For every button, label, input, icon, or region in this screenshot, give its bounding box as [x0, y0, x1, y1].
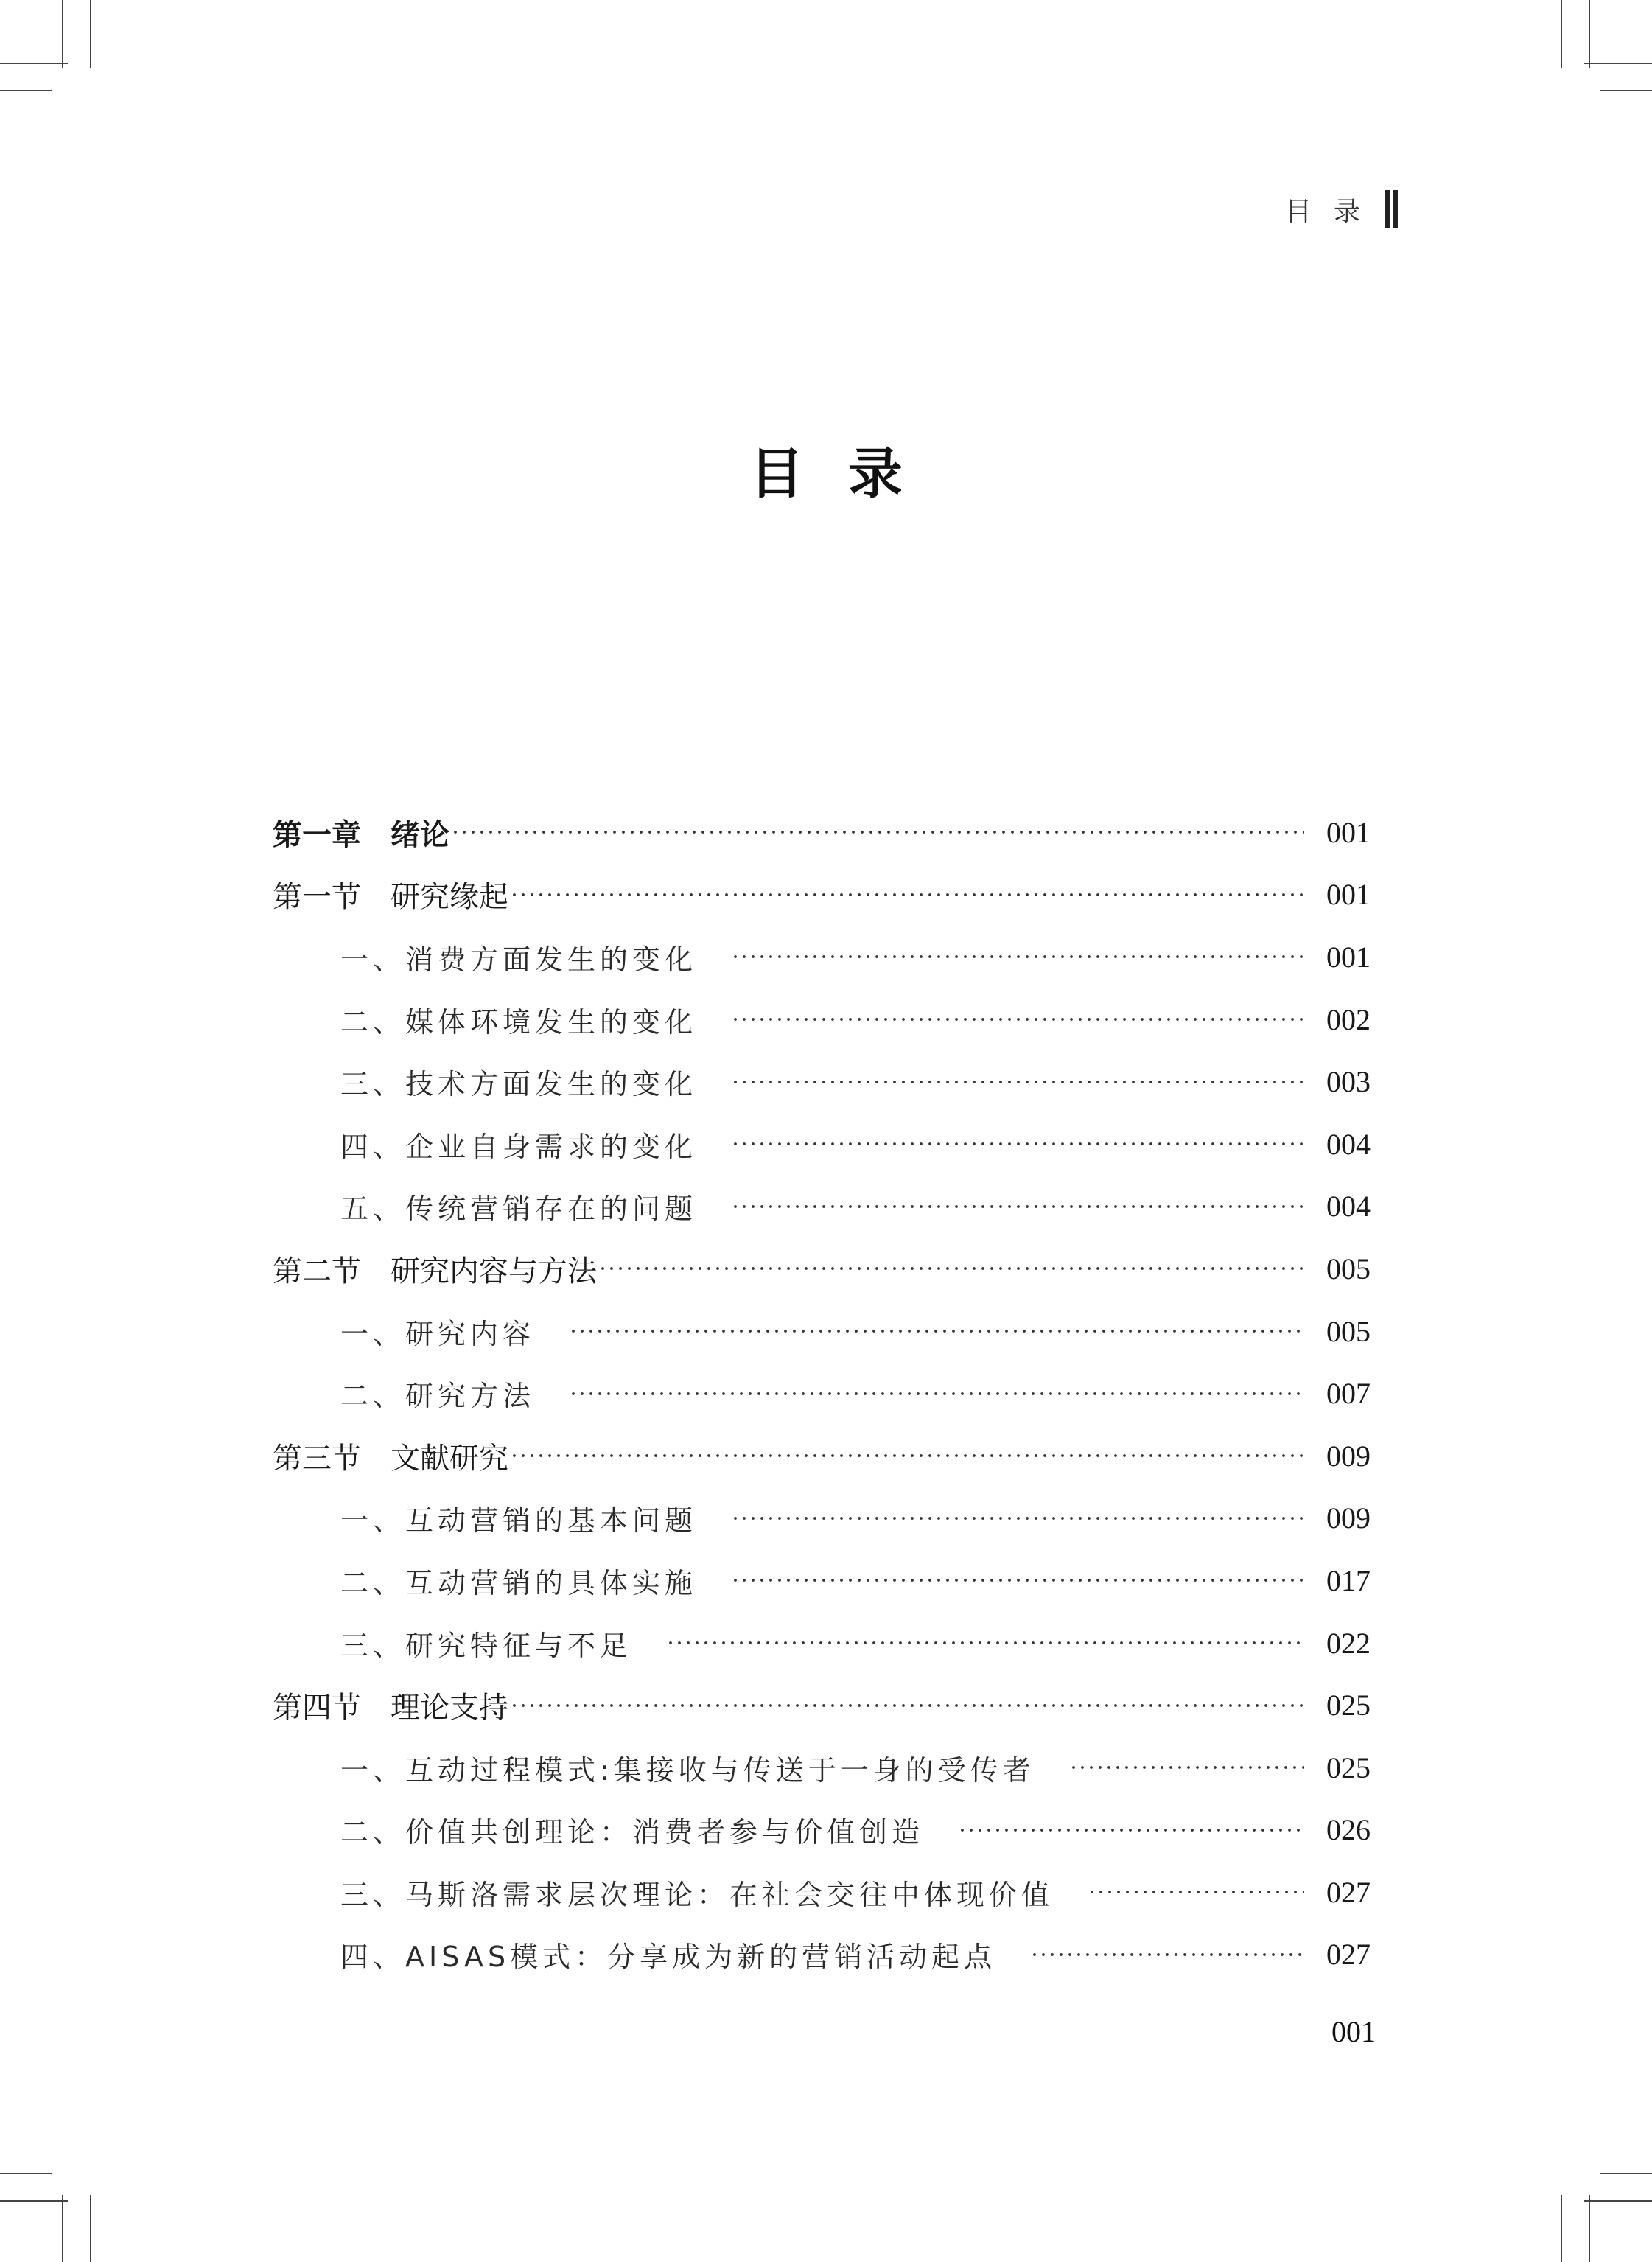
table-of-contents: [273, 801, 1371, 1986]
dot-leader: [731, 1193, 1304, 1221]
crop-mark: [0, 63, 68, 64]
toc-section-entry[interactable]: [273, 1425, 1371, 1487]
toc-entry-label: 一、互动过程模式:集接收与传送于一身的受传者: [340, 1753, 1035, 1787]
toc-subsection-entry[interactable]: [273, 1300, 1371, 1363]
crop-mark: [62, 2195, 63, 2262]
toc-entry-label: 第三节 文献研究: [273, 1441, 508, 1476]
toc-page-number: 025: [1326, 1750, 1371, 1784]
toc-subsection-entry[interactable]: [273, 1549, 1371, 1612]
crop-mark: [1561, 2195, 1562, 2262]
toc-page-number: 022: [1326, 1626, 1371, 1660]
toc-page-number: 009: [1326, 1501, 1371, 1535]
toc-entry-label: 二、媒体环境发生的变化: [340, 1005, 698, 1039]
crop-mark: [1600, 2173, 1652, 2174]
dot-leader: [510, 1442, 1304, 1470]
toc-subsection-entry[interactable]: [273, 1736, 1371, 1799]
crop-mark: [0, 2200, 68, 2202]
toc-subsection-entry[interactable]: [273, 1487, 1371, 1550]
crop-mark: [62, 0, 63, 68]
crop-mark: [1584, 63, 1652, 64]
dot-leader: [510, 1692, 1304, 1720]
dot-leader: [958, 1816, 1304, 1844]
toc-subsection-entry[interactable]: [273, 1362, 1371, 1425]
toc-page-number: 005: [1326, 1314, 1371, 1348]
header-bar-ornament: [1385, 190, 1398, 228]
dot-leader: [451, 818, 1304, 846]
dot-leader: [569, 1380, 1304, 1408]
toc-page-number: 005: [1326, 1252, 1371, 1285]
toc-entry-label: 二、互动营销的具体实施: [340, 1566, 698, 1599]
toc-page-number: 004: [1326, 1127, 1371, 1161]
toc-entry-label: 一、研究内容: [340, 1317, 536, 1350]
toc-page-number: 003: [1326, 1065, 1371, 1099]
toc-entry-label: 第一章 绪论: [273, 817, 449, 852]
toc-page-number: 025: [1326, 1689, 1371, 1722]
toc-page-number: 017: [1326, 1563, 1371, 1597]
dot-leader: [731, 1005, 1304, 1033]
toc-page-number: 001: [1326, 878, 1371, 912]
running-header: [1285, 190, 1398, 228]
toc-subsection-entry[interactable]: [273, 1799, 1371, 1862]
dot-leader: [731, 1566, 1304, 1594]
toc-page-number: 004: [1326, 1190, 1371, 1223]
toc-entry-label: 二、价值共创理论：消费者参与价值创造: [340, 1816, 925, 1849]
crop-mark: [1584, 2200, 1652, 2202]
crop-mark: [90, 2195, 91, 2262]
crop-mark: [90, 0, 91, 68]
toc-subsection-entry[interactable]: [273, 926, 1371, 988]
toc-page-number: 001: [1326, 940, 1371, 974]
toc-section-entry[interactable]: [273, 1674, 1371, 1736]
crop-mark: [1589, 2195, 1590, 2262]
dot-leader: [1088, 1878, 1304, 1906]
toc-entry-label: 三、马斯洛需求层次理论：在社会交往中体现价值: [340, 1878, 1054, 1911]
toc-entry-label: 第四节 理论支持: [273, 1691, 508, 1725]
toc-subsection-entry[interactable]: [273, 1861, 1371, 1924]
dot-leader: [569, 1317, 1304, 1345]
page-number: 001: [1331, 2015, 1376, 2048]
toc-entry-label: 四、AISAS模式：分享成为新的营销活动起点: [340, 1941, 997, 1974]
toc-entry-label: 三、技术方面发生的变化: [340, 1068, 698, 1101]
toc-chapter-entry[interactable]: [273, 801, 1371, 864]
toc-subsection-entry[interactable]: [273, 1176, 1371, 1238]
crop-mark: [0, 2173, 52, 2174]
toc-entry-label: 三、研究特征与不足: [340, 1629, 633, 1662]
dot-leader: [598, 1254, 1304, 1282]
toc-page-number: 027: [1326, 1938, 1371, 1972]
crop-mark: [1561, 0, 1562, 68]
dot-leader: [510, 881, 1304, 909]
toc-entry-label: 一、消费方面发生的变化: [340, 943, 698, 976]
toc-page-number: 002: [1326, 1002, 1371, 1036]
running-header-text: 目录: [1284, 196, 1382, 227]
toc-entry-label: 二、研究方法: [340, 1380, 536, 1413]
toc-entry-label: 第二节 研究内容与方法: [273, 1254, 597, 1288]
toc-entry-label: 一、互动营销的基本问题: [340, 1504, 698, 1537]
toc-page-number: 026: [1326, 1813, 1371, 1847]
toc-page-number: 027: [1326, 1875, 1371, 1909]
dot-leader: [666, 1629, 1304, 1657]
dot-leader: [1030, 1941, 1304, 1969]
crop-mark: [1600, 90, 1652, 91]
toc-entry-label: 四、企业自身需求的变化: [340, 1130, 698, 1163]
toc-page-number: 007: [1326, 1377, 1371, 1411]
toc-subsection-entry[interactable]: [273, 1612, 1371, 1675]
dot-leader: [731, 1130, 1304, 1158]
toc-page-number: 009: [1326, 1439, 1371, 1473]
toc-subsection-entry[interactable]: [273, 988, 1371, 1051]
toc-section-entry[interactable]: [273, 1238, 1371, 1300]
toc-entry-label: 五、传统营销存在的问题: [340, 1193, 698, 1226]
crop-mark: [0, 90, 52, 91]
dot-leader: [731, 1504, 1304, 1532]
dot-leader: [731, 943, 1304, 971]
toc-page-number: 001: [1326, 815, 1371, 849]
dot-leader: [1069, 1753, 1304, 1781]
toc-section-entry[interactable]: [273, 864, 1371, 926]
dot-leader: [731, 1068, 1304, 1096]
crop-mark: [1589, 0, 1590, 68]
toc-subsection-entry[interactable]: [273, 1113, 1371, 1176]
toc-subsection-entry[interactable]: [273, 1050, 1371, 1113]
page-title: 目录: [749, 442, 947, 506]
toc-subsection-entry[interactable]: [273, 1924, 1371, 1986]
toc-entry-label: 第一节 研究缘起: [273, 880, 508, 915]
